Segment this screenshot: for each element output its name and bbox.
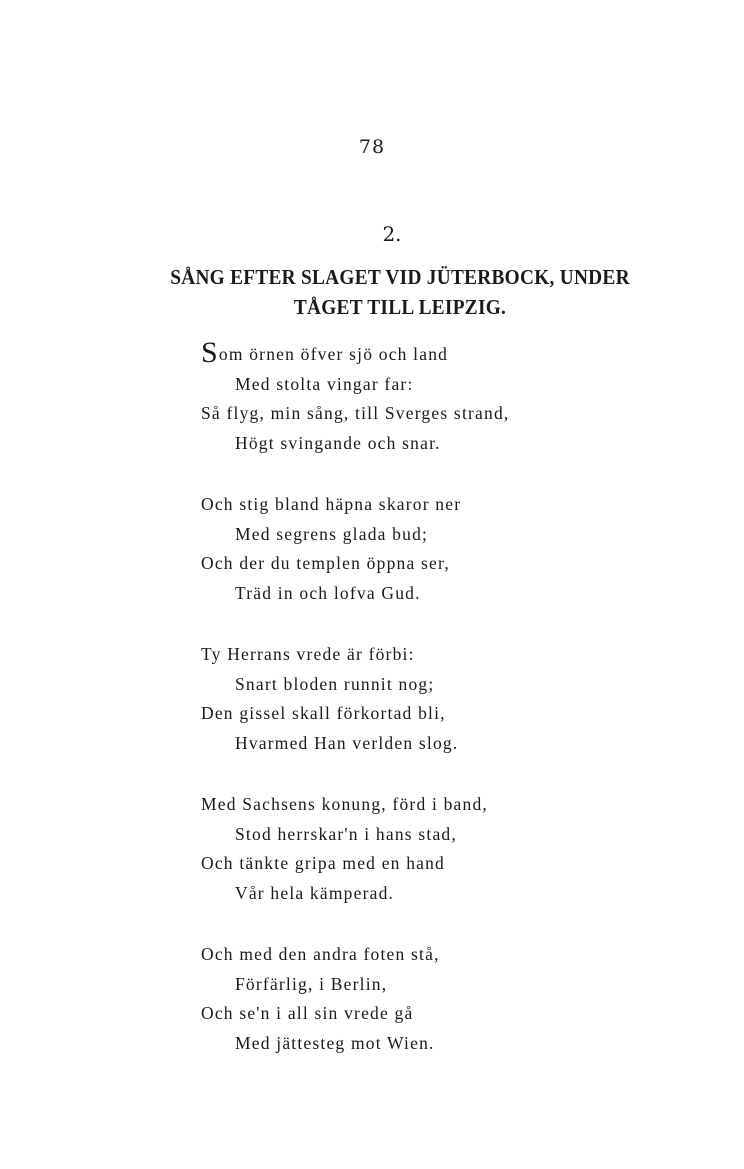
poem-line: Med stolta vingar far:	[235, 373, 414, 394]
page-number: 78	[358, 136, 386, 158]
poem-body	[201, 336, 621, 1090]
stanza	[201, 640, 621, 758]
poem-line: Och stig bland häpna skaror ner	[201, 494, 462, 514]
poem-title: SÅNG EFTER SLAGET VID JÜTERBOCK, UNDER TÅGET TILL LEIPZIG.	[170, 265, 630, 319]
poem-line: Och se'n i all sin vrede gå	[201, 1003, 414, 1023]
poem-line: Med jättesteg mot Wien.	[235, 1032, 435, 1053]
poem-line	[201, 336, 621, 370]
poem-line: Förfärlig, i Berlin,	[235, 973, 388, 994]
poem-line: Och tänkte gripa med en hand	[201, 853, 446, 873]
poem-line: Så flyg, min sång, till Sverges strand,	[201, 403, 510, 423]
poem-line: Och med den andra foten stå,	[201, 944, 440, 964]
poem-line: Ty Herrans vrede är förbi:	[201, 644, 415, 664]
drop-cap: S	[201, 336, 219, 369]
section-number: 2.	[382, 222, 402, 246]
first-line-text: om örnen öfver sjö och land	[218, 344, 449, 364]
poem-line: Stod herrskar'n i hans stad,	[235, 823, 457, 844]
poem-line: Den gissel skall förkortad bli,	[201, 703, 446, 723]
poem-line: Och der du templen öppna ser,	[201, 553, 450, 573]
poem-line: Träd in och lofva Gud.	[235, 582, 421, 603]
stanza	[201, 336, 621, 458]
poem-line: Hvarmed Han verlden slog.	[235, 732, 459, 753]
poem-line: Med segrens glada bud;	[235, 523, 429, 544]
poem-line: Snart bloden runnit nog;	[235, 673, 435, 694]
poem-line: Högt svingande och snar.	[235, 432, 441, 453]
stanza	[201, 790, 621, 908]
stanza	[201, 940, 621, 1058]
stanza	[201, 490, 621, 608]
poem-line: Med Sachsens konung, förd i band,	[201, 794, 488, 814]
poem-line: Vår hela kämperad.	[235, 882, 395, 903]
